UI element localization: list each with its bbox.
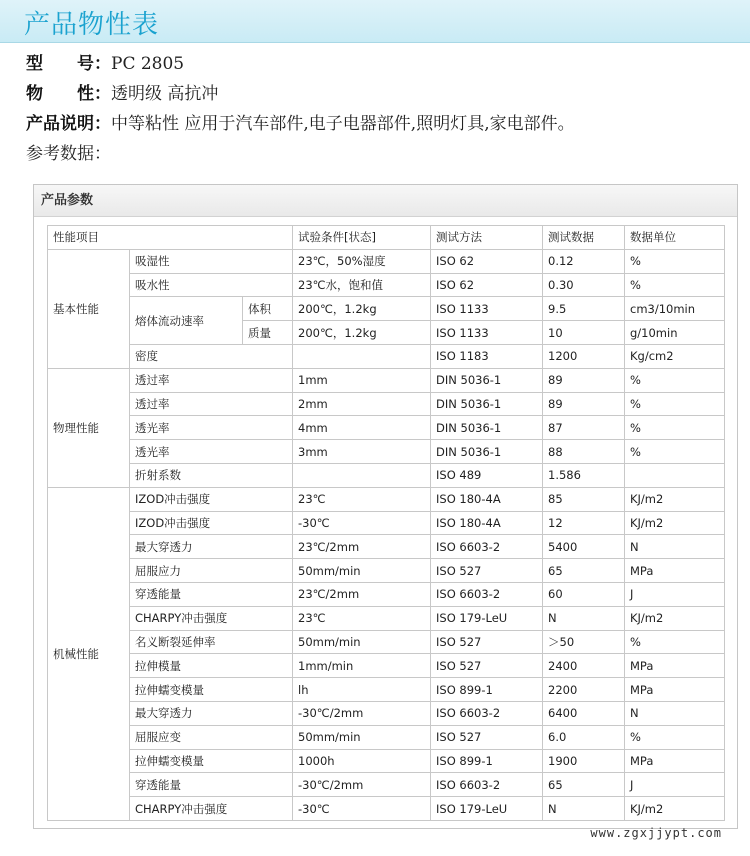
header-cell: 试验条件[状态] [293,226,431,250]
method-cell: ISO 6603-2 [431,701,543,725]
method-cell: ISO 527 [431,725,543,749]
table-row [48,511,725,535]
condition-cell: 50mm/min [293,725,431,749]
item-cell: 穿透能量 [130,773,293,797]
table-row [48,273,725,297]
unit-cell: MPa [625,654,725,678]
method-cell: ISO 6603-2 [431,773,543,797]
item-cell: 吸湿性 [130,249,293,273]
condition-cell: -30℃/2mm [293,701,431,725]
table-row [48,797,725,821]
item-cell: 透光率 [130,416,293,440]
condition-cell: -30℃ [293,797,431,821]
item-cell: 名义断裂延伸率 [130,630,293,654]
condition-cell: 1mm/min [293,654,431,678]
model-value: PC 2805 [111,54,185,74]
group-cell: 基本性能 [48,249,130,368]
header-cell: 数据单位 [625,226,725,250]
item-cell: 拉伸蠕变模量 [130,678,293,702]
item-cell: 拉伸模量 [130,654,293,678]
value-cell: 1900 [543,749,625,773]
item-cell: CHARPY冲击强度 [130,797,293,821]
method-cell: ISO 899-1 [431,678,543,702]
unit-cell: J [625,773,725,797]
condition-cell: 23℃/2mm [293,535,431,559]
method-cell: ISO 179-LeU [431,797,543,821]
item-cell: 最大穿透力 [130,535,293,559]
table-row [48,392,725,416]
table-row [48,440,725,464]
condition-cell: 1000h [293,749,431,773]
value-cell: 6.0 [543,725,625,749]
condition-cell: 23℃ [293,487,431,511]
item-cell: 吸水性 [130,273,293,297]
table-row [48,701,725,725]
value-cell: ＞50 [543,630,625,654]
reference-line [26,142,111,166]
condition-cell: 1mm [293,368,431,392]
unit-cell: N [625,535,725,559]
unit-cell: KJ/m2 [625,487,725,511]
property-line [26,82,218,106]
method-cell: ISO 1133 [431,321,543,345]
page-title: 产品物性表 [24,10,160,40]
method-cell: DIN 5036-1 [431,368,543,392]
item-cell: 透过率 [130,368,293,392]
condition-cell [293,344,431,368]
unit-cell [625,463,725,487]
item-cell: 屈服应力 [130,559,293,583]
item-cell: 熔体流动速率 [130,297,243,345]
value-cell: 0.12 [543,249,625,273]
condition-cell: 4mm [293,416,431,440]
unit-cell: % [625,630,725,654]
value-cell: 10 [543,321,625,345]
unit-cell: MPa [625,749,725,773]
table-row [48,487,725,511]
method-cell: ISO 6603-2 [431,582,543,606]
condition-cell: 23℃ [293,606,431,630]
table-row [48,582,725,606]
value-cell: 88 [543,440,625,464]
page-header [0,0,750,43]
value-cell: 6400 [543,701,625,725]
method-cell: ISO 1183 [431,344,543,368]
unit-cell: KJ/m2 [625,797,725,821]
table-row [48,297,725,321]
sub-item-cell: 体积 [243,297,293,321]
condition-cell: -30℃/2mm [293,773,431,797]
table-row [48,773,725,797]
value-cell: 1.586 [543,463,625,487]
description-value: 中等粘性 应用于汽车部件,电子电器部件,照明灯具,家电部件。 [111,114,575,134]
table-row [48,416,725,440]
unit-cell: % [625,368,725,392]
table-row [48,630,725,654]
method-cell: ISO 6603-2 [431,535,543,559]
model-line [26,52,184,76]
condition-cell [293,463,431,487]
item-cell: 最大穿透力 [130,701,293,725]
method-cell: ISO 527 [431,559,543,583]
method-cell: ISO 180-4A [431,511,543,535]
description-line [26,112,575,136]
method-cell: ISO 527 [431,654,543,678]
unit-cell: % [625,273,725,297]
table-row [48,559,725,583]
property-label: 物 性： [26,84,111,104]
header-cell: 性能项目 [48,226,293,250]
condition-cell: 50mm/min [293,559,431,583]
watermark-url: www.zgxjjypt.com [590,826,722,840]
value-cell: 87 [543,416,625,440]
value-cell: 60 [543,582,625,606]
condition-cell: -30℃ [293,511,431,535]
value-cell: 65 [543,773,625,797]
item-cell: 透过率 [130,392,293,416]
item-cell: IZOD冲击强度 [130,487,293,511]
method-cell: ISO 489 [431,463,543,487]
unit-cell: % [625,392,725,416]
value-cell: N [543,797,625,821]
unit-cell: g/10min [625,321,725,345]
condition-cell: 2mm [293,392,431,416]
table-row [48,725,725,749]
unit-cell: N [625,701,725,725]
method-cell: DIN 5036-1 [431,416,543,440]
condition-cell: 3mm [293,440,431,464]
condition-cell: 23℃，50%湿度 [293,249,431,273]
condition-cell: 23℃/2mm [293,582,431,606]
group-cell: 物理性能 [48,368,130,487]
method-cell: ISO 1133 [431,297,543,321]
method-cell: ISO 899-1 [431,749,543,773]
value-cell: 1200 [543,344,625,368]
item-cell: CHARPY冲击强度 [130,606,293,630]
method-cell: ISO 180-4A [431,487,543,511]
value-cell: 2400 [543,654,625,678]
item-cell: IZOD冲击强度 [130,511,293,535]
item-cell: 透光率 [130,440,293,464]
condition-cell: 50mm/min [293,630,431,654]
item-cell: 屈服应变 [130,725,293,749]
item-cell: 密度 [130,344,293,368]
item-cell: 折射系数 [130,463,293,487]
unit-cell: % [625,249,725,273]
properties-table [47,225,725,821]
table-row [48,344,725,368]
table-row [48,535,725,559]
method-cell: ISO 62 [431,273,543,297]
unit-cell: MPa [625,678,725,702]
method-cell: DIN 5036-1 [431,392,543,416]
group-cell: 机械性能 [48,487,130,820]
value-cell: 89 [543,392,625,416]
value-cell: 0.30 [543,273,625,297]
condition-cell: 200℃，1.2kg [293,321,431,345]
value-cell: 9.5 [543,297,625,321]
product-parameters-panel [33,184,738,829]
condition-cell: 200℃，1.2kg [293,297,431,321]
value-cell: 5400 [543,535,625,559]
table-row [48,463,725,487]
unit-cell: % [625,416,725,440]
header-cell: 测试方法 [431,226,543,250]
reference-label: 参考数据： [26,144,111,164]
table-row [48,749,725,773]
value-cell: 2200 [543,678,625,702]
value-cell: 65 [543,559,625,583]
header-cell: 测试数据 [543,226,625,250]
item-cell: 拉伸蠕变模量 [130,749,293,773]
unit-cell: cm3/10min [625,297,725,321]
description-label: 产品说明： [26,114,111,134]
value-cell: N [543,606,625,630]
value-cell: 85 [543,487,625,511]
unit-cell: J [625,582,725,606]
method-cell: ISO 179-LeU [431,606,543,630]
property-value: 透明级 高抗冲 [111,84,219,104]
table-row [48,368,725,392]
table-row [48,606,725,630]
method-cell: ISO 62 [431,249,543,273]
unit-cell: MPa [625,559,725,583]
item-cell: 穿透能量 [130,582,293,606]
value-cell: 12 [543,511,625,535]
unit-cell: Kg/cm2 [625,344,725,368]
table-header-row [48,226,725,250]
unit-cell: % [625,725,725,749]
unit-cell: KJ/m2 [625,606,725,630]
table-row [48,678,725,702]
unit-cell: % [625,440,725,464]
model-label: 型 号： [26,54,111,74]
method-cell: DIN 5036-1 [431,440,543,464]
unit-cell: KJ/m2 [625,511,725,535]
method-cell: ISO 527 [431,630,543,654]
value-cell: 89 [543,368,625,392]
condition-cell: 23℃水，饱和值 [293,273,431,297]
condition-cell: lh [293,678,431,702]
sub-item-cell: 质量 [243,321,293,345]
table-row [48,249,725,273]
table-row [48,654,725,678]
panel-title: 产品参数 [34,185,737,217]
